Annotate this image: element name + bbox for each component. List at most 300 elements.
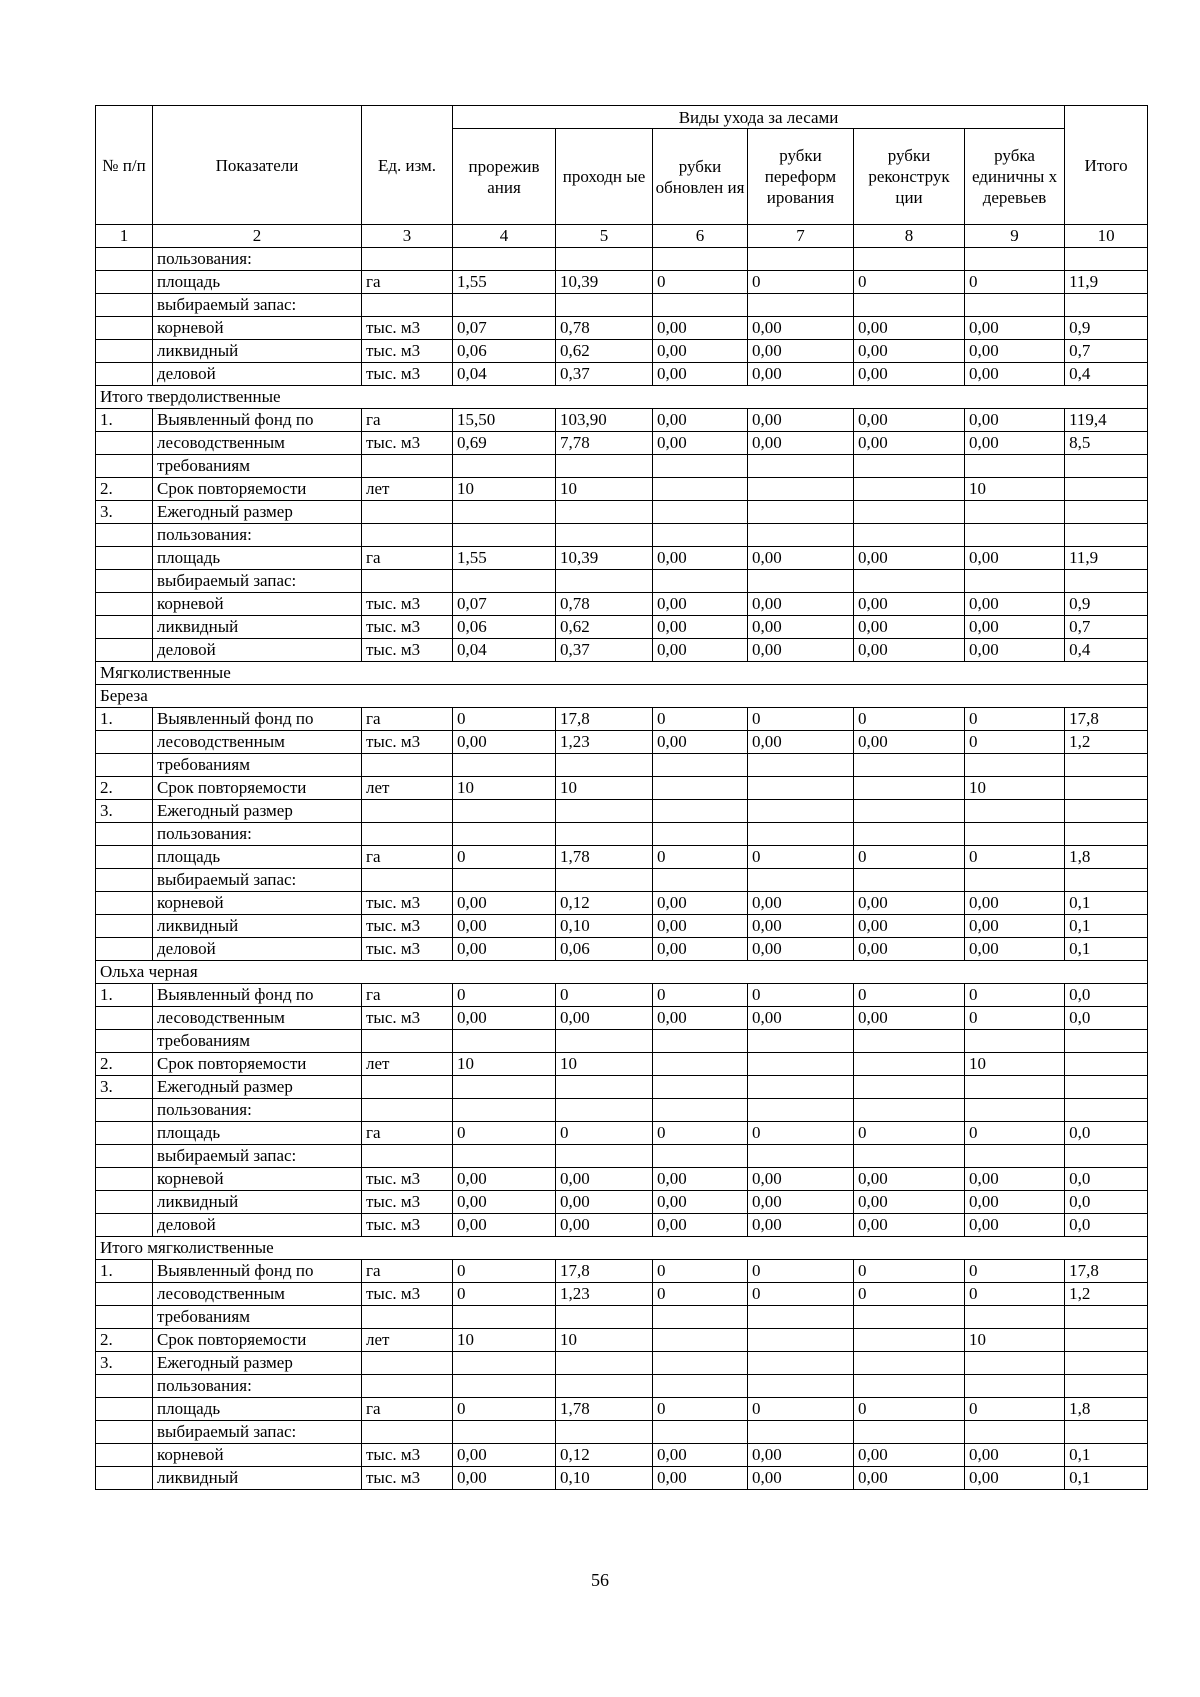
renewal-value: 0,00: [653, 731, 748, 754]
table-row: [96, 1398, 1148, 1421]
reconstruction-value: [854, 1352, 965, 1375]
unit-cell: [362, 754, 453, 777]
unit-cell: га: [362, 1122, 453, 1145]
thinning-value: 0,00: [453, 1168, 556, 1191]
total-value: [1065, 1145, 1148, 1168]
renewal-value: [653, 1076, 748, 1099]
single-trees-value: 0: [965, 1398, 1065, 1421]
renewal-value: [653, 869, 748, 892]
renewal-value: [653, 777, 748, 800]
reconstruction-value: [854, 1053, 965, 1076]
table-row: [96, 1283, 1148, 1306]
thinning-value: 0,69: [453, 432, 556, 455]
reconstruction-value: [854, 1145, 965, 1168]
renewal-value: 0,00: [653, 616, 748, 639]
single-trees-value: [965, 1030, 1065, 1053]
row-number-cell: 1.: [96, 984, 153, 1007]
section-title: Итого твердолиственные: [96, 386, 1148, 409]
row-number-cell: [96, 1191, 153, 1214]
unit-cell: га: [362, 547, 453, 570]
indicator-cell: Выявленный фонд по: [153, 984, 362, 1007]
reconstruction-value: [854, 524, 965, 547]
renewal-value: 0,00: [653, 1467, 748, 1490]
row-number-cell: [96, 432, 153, 455]
single-trees-value: 0,00: [965, 593, 1065, 616]
reconstruction-value: 0,00: [854, 731, 965, 754]
column-number: 10: [1065, 225, 1148, 248]
row-number-cell: [96, 1306, 153, 1329]
table-body: [96, 248, 1148, 1490]
unit-cell: [362, 869, 453, 892]
unit-cell: тыс. м3: [362, 915, 453, 938]
header-col-thinning: прорежив ания: [453, 129, 556, 225]
row-number-cell: [96, 616, 153, 639]
indicator-cell: Срок повторяемости: [153, 777, 362, 800]
row-number-cell: [96, 823, 153, 846]
single-trees-value: 10: [965, 1329, 1065, 1352]
table-row: [96, 432, 1148, 455]
indicator-cell: лесоводственным: [153, 1007, 362, 1030]
header-unit: Ед. изм.: [362, 106, 453, 225]
single-trees-value: 0,00: [965, 432, 1065, 455]
single-trees-value: [965, 1076, 1065, 1099]
renewal-value: 0,00: [653, 317, 748, 340]
reconstruction-value: 0,00: [854, 340, 965, 363]
indicator-cell: Выявленный фонд по: [153, 708, 362, 731]
reshaping-value: 0,00: [748, 1007, 854, 1030]
thinning-value: [453, 869, 556, 892]
passing-value: [556, 1375, 653, 1398]
thinning-value: 10: [453, 1329, 556, 1352]
row-number-cell: [96, 1214, 153, 1237]
indicator-cell: корневой: [153, 1168, 362, 1191]
total-value: [1065, 1099, 1148, 1122]
single-trees-value: 0,00: [965, 1191, 1065, 1214]
thinning-value: 0: [453, 1283, 556, 1306]
single-trees-value: [965, 800, 1065, 823]
table-row: [96, 823, 1148, 846]
passing-value: 0,00: [556, 1214, 653, 1237]
row-number-cell: [96, 1007, 153, 1030]
thinning-value: [453, 1352, 556, 1375]
renewal-value: [653, 1053, 748, 1076]
thinning-value: 1,55: [453, 547, 556, 570]
table-row: [96, 248, 1148, 271]
indicator-cell: лесоводственным: [153, 432, 362, 455]
renewal-value: [653, 754, 748, 777]
indicator-cell: площадь: [153, 271, 362, 294]
reshaping-value: 0,00: [748, 938, 854, 961]
reconstruction-value: 0,00: [854, 616, 965, 639]
unit-cell: тыс. м3: [362, 616, 453, 639]
total-value: [1065, 524, 1148, 547]
thinning-value: [453, 455, 556, 478]
indicator-cell: ликвидный: [153, 1467, 362, 1490]
unit-cell: тыс. м3: [362, 1007, 453, 1030]
single-trees-value: 0,00: [965, 616, 1065, 639]
thinning-value: 10: [453, 1053, 556, 1076]
table-row: [96, 340, 1148, 363]
total-value: 0,9: [1065, 317, 1148, 340]
single-trees-value: 0,00: [965, 1444, 1065, 1467]
total-value: [1065, 248, 1148, 271]
thinning-value: 0: [453, 708, 556, 731]
single-trees-value: [965, 1421, 1065, 1444]
reshaping-value: [748, 800, 854, 823]
indicator-cell: площадь: [153, 1398, 362, 1421]
renewal-value: 0,00: [653, 1168, 748, 1191]
reshaping-value: 0,00: [748, 317, 854, 340]
row-number-cell: [96, 524, 153, 547]
passing-value: 10: [556, 1053, 653, 1076]
total-value: [1065, 1329, 1148, 1352]
single-trees-value: [965, 869, 1065, 892]
thinning-value: 0: [453, 984, 556, 1007]
table-row: [96, 1375, 1148, 1398]
total-value: 0,4: [1065, 363, 1148, 386]
passing-value: 7,78: [556, 432, 653, 455]
thinning-value: 1,55: [453, 271, 556, 294]
single-trees-value: 10: [965, 777, 1065, 800]
thinning-value: 10: [453, 777, 556, 800]
table-row: [96, 271, 1148, 294]
row-number-cell: 3.: [96, 501, 153, 524]
reshaping-value: [748, 478, 854, 501]
indicator-cell: деловой: [153, 1214, 362, 1237]
row-number-cell: [96, 248, 153, 271]
total-value: 17,8: [1065, 1260, 1148, 1283]
reconstruction-value: [854, 1076, 965, 1099]
renewal-value: [653, 478, 748, 501]
passing-value: 0,06: [556, 938, 653, 961]
total-value: [1065, 1030, 1148, 1053]
reshaping-value: 0: [748, 1260, 854, 1283]
thinning-value: 0: [453, 1398, 556, 1421]
table-row: [96, 1352, 1148, 1375]
passing-value: 1,78: [556, 846, 653, 869]
single-trees-value: [965, 754, 1065, 777]
passing-value: 0,00: [556, 1191, 653, 1214]
unit-cell: лет: [362, 777, 453, 800]
passing-value: [556, 869, 653, 892]
column-number: 4: [453, 225, 556, 248]
reshaping-value: 0: [748, 271, 854, 294]
indicator-cell: требованиям: [153, 455, 362, 478]
thinning-value: 15,50: [453, 409, 556, 432]
unit-cell: [362, 1352, 453, 1375]
unit-cell: тыс. м3: [362, 639, 453, 662]
thinning-value: [453, 1306, 556, 1329]
header-col-reconstruction: рубки реконструк ции: [854, 129, 965, 225]
single-trees-value: 0,00: [965, 938, 1065, 961]
total-value: [1065, 455, 1148, 478]
reshaping-value: [748, 1099, 854, 1122]
reshaping-value: 0: [748, 1283, 854, 1306]
unit-cell: [362, 1375, 453, 1398]
passing-value: 103,90: [556, 409, 653, 432]
renewal-value: 0: [653, 708, 748, 731]
thinning-value: [453, 570, 556, 593]
indicator-cell: площадь: [153, 846, 362, 869]
single-trees-value: 0,00: [965, 340, 1065, 363]
passing-value: 0,78: [556, 317, 653, 340]
table-row: [96, 317, 1148, 340]
renewal-value: 0,00: [653, 892, 748, 915]
unit-cell: лет: [362, 478, 453, 501]
table-row: [96, 1467, 1148, 1490]
forest-care-table: [95, 105, 1148, 1490]
row-number-cell: [96, 1467, 153, 1490]
unit-cell: [362, 524, 453, 547]
total-value: 1,8: [1065, 846, 1148, 869]
renewal-value: [653, 1099, 748, 1122]
row-number-cell: [96, 639, 153, 662]
header-col-single-trees: рубка единичны х деревьев: [965, 129, 1065, 225]
table-row: [96, 869, 1148, 892]
reconstruction-value: [854, 800, 965, 823]
reconstruction-value: 0: [854, 1283, 965, 1306]
single-trees-value: [965, 248, 1065, 271]
single-trees-value: 0,00: [965, 1214, 1065, 1237]
unit-cell: тыс. м3: [362, 1168, 453, 1191]
indicator-cell: пользования:: [153, 1375, 362, 1398]
passing-value: 10: [556, 1329, 653, 1352]
total-value: [1065, 1352, 1148, 1375]
reconstruction-value: 0,00: [854, 432, 965, 455]
unit-cell: тыс. м3: [362, 1191, 453, 1214]
table-row: [96, 294, 1148, 317]
reshaping-value: 0,00: [748, 1214, 854, 1237]
reconstruction-value: 0: [854, 271, 965, 294]
renewal-value: 0,00: [653, 363, 748, 386]
reshaping-value: [748, 1352, 854, 1375]
thinning-value: [453, 294, 556, 317]
reconstruction-value: 0,00: [854, 1191, 965, 1214]
reconstruction-value: 0,00: [854, 593, 965, 616]
indicator-cell: пользования:: [153, 248, 362, 271]
reconstruction-value: [854, 501, 965, 524]
reshaping-value: 0,00: [748, 731, 854, 754]
renewal-value: [653, 1352, 748, 1375]
reconstruction-value: [854, 1329, 965, 1352]
total-value: [1065, 570, 1148, 593]
passing-value: 17,8: [556, 1260, 653, 1283]
renewal-value: [653, 1145, 748, 1168]
table-row: [96, 1191, 1148, 1214]
passing-value: 1,23: [556, 1283, 653, 1306]
thinning-value: [453, 1099, 556, 1122]
reshaping-value: 0: [748, 984, 854, 1007]
table-row: [96, 616, 1148, 639]
single-trees-value: 10: [965, 478, 1065, 501]
renewal-value: [653, 294, 748, 317]
indicator-cell: Срок повторяемости: [153, 1053, 362, 1076]
reconstruction-value: [854, 1421, 965, 1444]
thinning-value: 0,00: [453, 1444, 556, 1467]
indicator-cell: Выявленный фонд по: [153, 1260, 362, 1283]
reshaping-value: 0,00: [748, 639, 854, 662]
table-row: [96, 547, 1148, 570]
table-row: [96, 1421, 1148, 1444]
thinning-value: 0,00: [453, 1214, 556, 1237]
indicator-cell: Выявленный фонд по: [153, 409, 362, 432]
passing-value: 0: [556, 1122, 653, 1145]
single-trees-value: 0: [965, 1007, 1065, 1030]
indicator-cell: выбираемый запас:: [153, 570, 362, 593]
renewal-value: [653, 1329, 748, 1352]
reshaping-value: 0: [748, 1398, 854, 1421]
passing-value: 0,10: [556, 915, 653, 938]
total-value: 1,2: [1065, 1283, 1148, 1306]
thinning-value: 0,07: [453, 593, 556, 616]
renewal-value: 0: [653, 1398, 748, 1421]
table-row: [96, 754, 1148, 777]
table-row: [96, 455, 1148, 478]
single-trees-value: [965, 1099, 1065, 1122]
reconstruction-value: [854, 1306, 965, 1329]
renewal-value: 0: [653, 1283, 748, 1306]
thinning-value: 0,00: [453, 1467, 556, 1490]
single-trees-value: 0,00: [965, 409, 1065, 432]
total-value: [1065, 823, 1148, 846]
indicator-cell: ликвидный: [153, 1191, 362, 1214]
indicator-cell: корневой: [153, 1444, 362, 1467]
reshaping-value: 0,00: [748, 593, 854, 616]
header-col-renewal: рубки обновлен ия: [653, 129, 748, 225]
total-value: [1065, 754, 1148, 777]
row-number-cell: [96, 1168, 153, 1191]
row-number-cell: 2.: [96, 1329, 153, 1352]
renewal-value: 0,00: [653, 639, 748, 662]
renewal-value: 0: [653, 846, 748, 869]
total-value: 0,4: [1065, 639, 1148, 662]
renewal-value: [653, 1421, 748, 1444]
passing-value: 10: [556, 478, 653, 501]
table-row: [96, 892, 1148, 915]
unit-cell: га: [362, 1260, 453, 1283]
indicator-cell: пользования:: [153, 823, 362, 846]
indicator-cell: корневой: [153, 892, 362, 915]
single-trees-value: [965, 1145, 1065, 1168]
unit-cell: тыс. м3: [362, 892, 453, 915]
unit-cell: га: [362, 1398, 453, 1421]
indicator-cell: Ежегодный размер: [153, 800, 362, 823]
row-number-cell: [96, 547, 153, 570]
unit-cell: га: [362, 708, 453, 731]
reshaping-value: [748, 754, 854, 777]
row-number-cell: [96, 1283, 153, 1306]
row-number-cell: [96, 455, 153, 478]
total-value: [1065, 478, 1148, 501]
reshaping-value: 0,00: [748, 409, 854, 432]
indicator-cell: требованиям: [153, 1306, 362, 1329]
total-value: 0,0: [1065, 1191, 1148, 1214]
row-number-cell: [96, 846, 153, 869]
unit-cell: тыс. м3: [362, 731, 453, 754]
indicator-cell: выбираемый запас:: [153, 294, 362, 317]
reconstruction-value: 0,00: [854, 363, 965, 386]
single-trees-value: 0: [965, 1283, 1065, 1306]
passing-value: [556, 1306, 653, 1329]
unit-cell: тыс. м3: [362, 1444, 453, 1467]
passing-value: [556, 501, 653, 524]
unit-cell: [362, 823, 453, 846]
single-trees-value: 0,00: [965, 1168, 1065, 1191]
thinning-value: 0,00: [453, 731, 556, 754]
renewal-value: 0,00: [653, 938, 748, 961]
passing-value: 0,78: [556, 593, 653, 616]
reshaping-value: [748, 823, 854, 846]
total-value: 11,9: [1065, 271, 1148, 294]
passing-value: 0,10: [556, 1467, 653, 1490]
indicator-cell: выбираемый запас:: [153, 1421, 362, 1444]
row-number-cell: 1.: [96, 409, 153, 432]
renewal-value: [653, 524, 748, 547]
reshaping-value: [748, 1053, 854, 1076]
passing-value: 0,62: [556, 340, 653, 363]
reshaping-value: [748, 777, 854, 800]
row-number-cell: 2.: [96, 777, 153, 800]
passing-value: 17,8: [556, 708, 653, 731]
table-row: [96, 1444, 1148, 1467]
renewal-value: 0,00: [653, 915, 748, 938]
header-col-passing: проходн ые: [556, 129, 653, 225]
single-trees-value: 0: [965, 1260, 1065, 1283]
unit-cell: га: [362, 846, 453, 869]
row-number-cell: [96, 271, 153, 294]
reshaping-value: [748, 570, 854, 593]
reconstruction-value: [854, 1375, 965, 1398]
single-trees-value: 0,00: [965, 639, 1065, 662]
reconstruction-value: [854, 1030, 965, 1053]
total-value: [1065, 1421, 1148, 1444]
indicator-cell: требованиям: [153, 754, 362, 777]
indicator-cell: выбираемый запас:: [153, 1145, 362, 1168]
renewal-value: 0,00: [653, 409, 748, 432]
indicator-cell: площадь: [153, 547, 362, 570]
unit-cell: [362, 455, 453, 478]
reconstruction-value: [854, 823, 965, 846]
renewal-value: 0: [653, 271, 748, 294]
single-trees-value: [965, 524, 1065, 547]
total-value: 0,1: [1065, 915, 1148, 938]
passing-value: [556, 524, 653, 547]
renewal-value: [653, 248, 748, 271]
row-number-cell: [96, 1145, 153, 1168]
reshaping-value: [748, 455, 854, 478]
column-number: 9: [965, 225, 1065, 248]
renewal-value: 0: [653, 984, 748, 1007]
indicator-cell: выбираемый запас:: [153, 869, 362, 892]
row-number-cell: [96, 869, 153, 892]
total-value: [1065, 1053, 1148, 1076]
passing-value: 0,37: [556, 639, 653, 662]
thinning-value: [453, 1145, 556, 1168]
row-number-cell: 1.: [96, 1260, 153, 1283]
section-title: Ольха черная: [96, 961, 1148, 984]
thinning-value: [453, 754, 556, 777]
unit-cell: тыс. м3: [362, 340, 453, 363]
row-number-cell: [96, 593, 153, 616]
reconstruction-value: 0,00: [854, 409, 965, 432]
reconstruction-value: [854, 1099, 965, 1122]
unit-cell: тыс. м3: [362, 432, 453, 455]
unit-cell: га: [362, 271, 453, 294]
page-number: 56: [591, 1570, 609, 1590]
indicator-cell: корневой: [153, 317, 362, 340]
table-row: [96, 1145, 1148, 1168]
reshaping-value: [748, 1375, 854, 1398]
